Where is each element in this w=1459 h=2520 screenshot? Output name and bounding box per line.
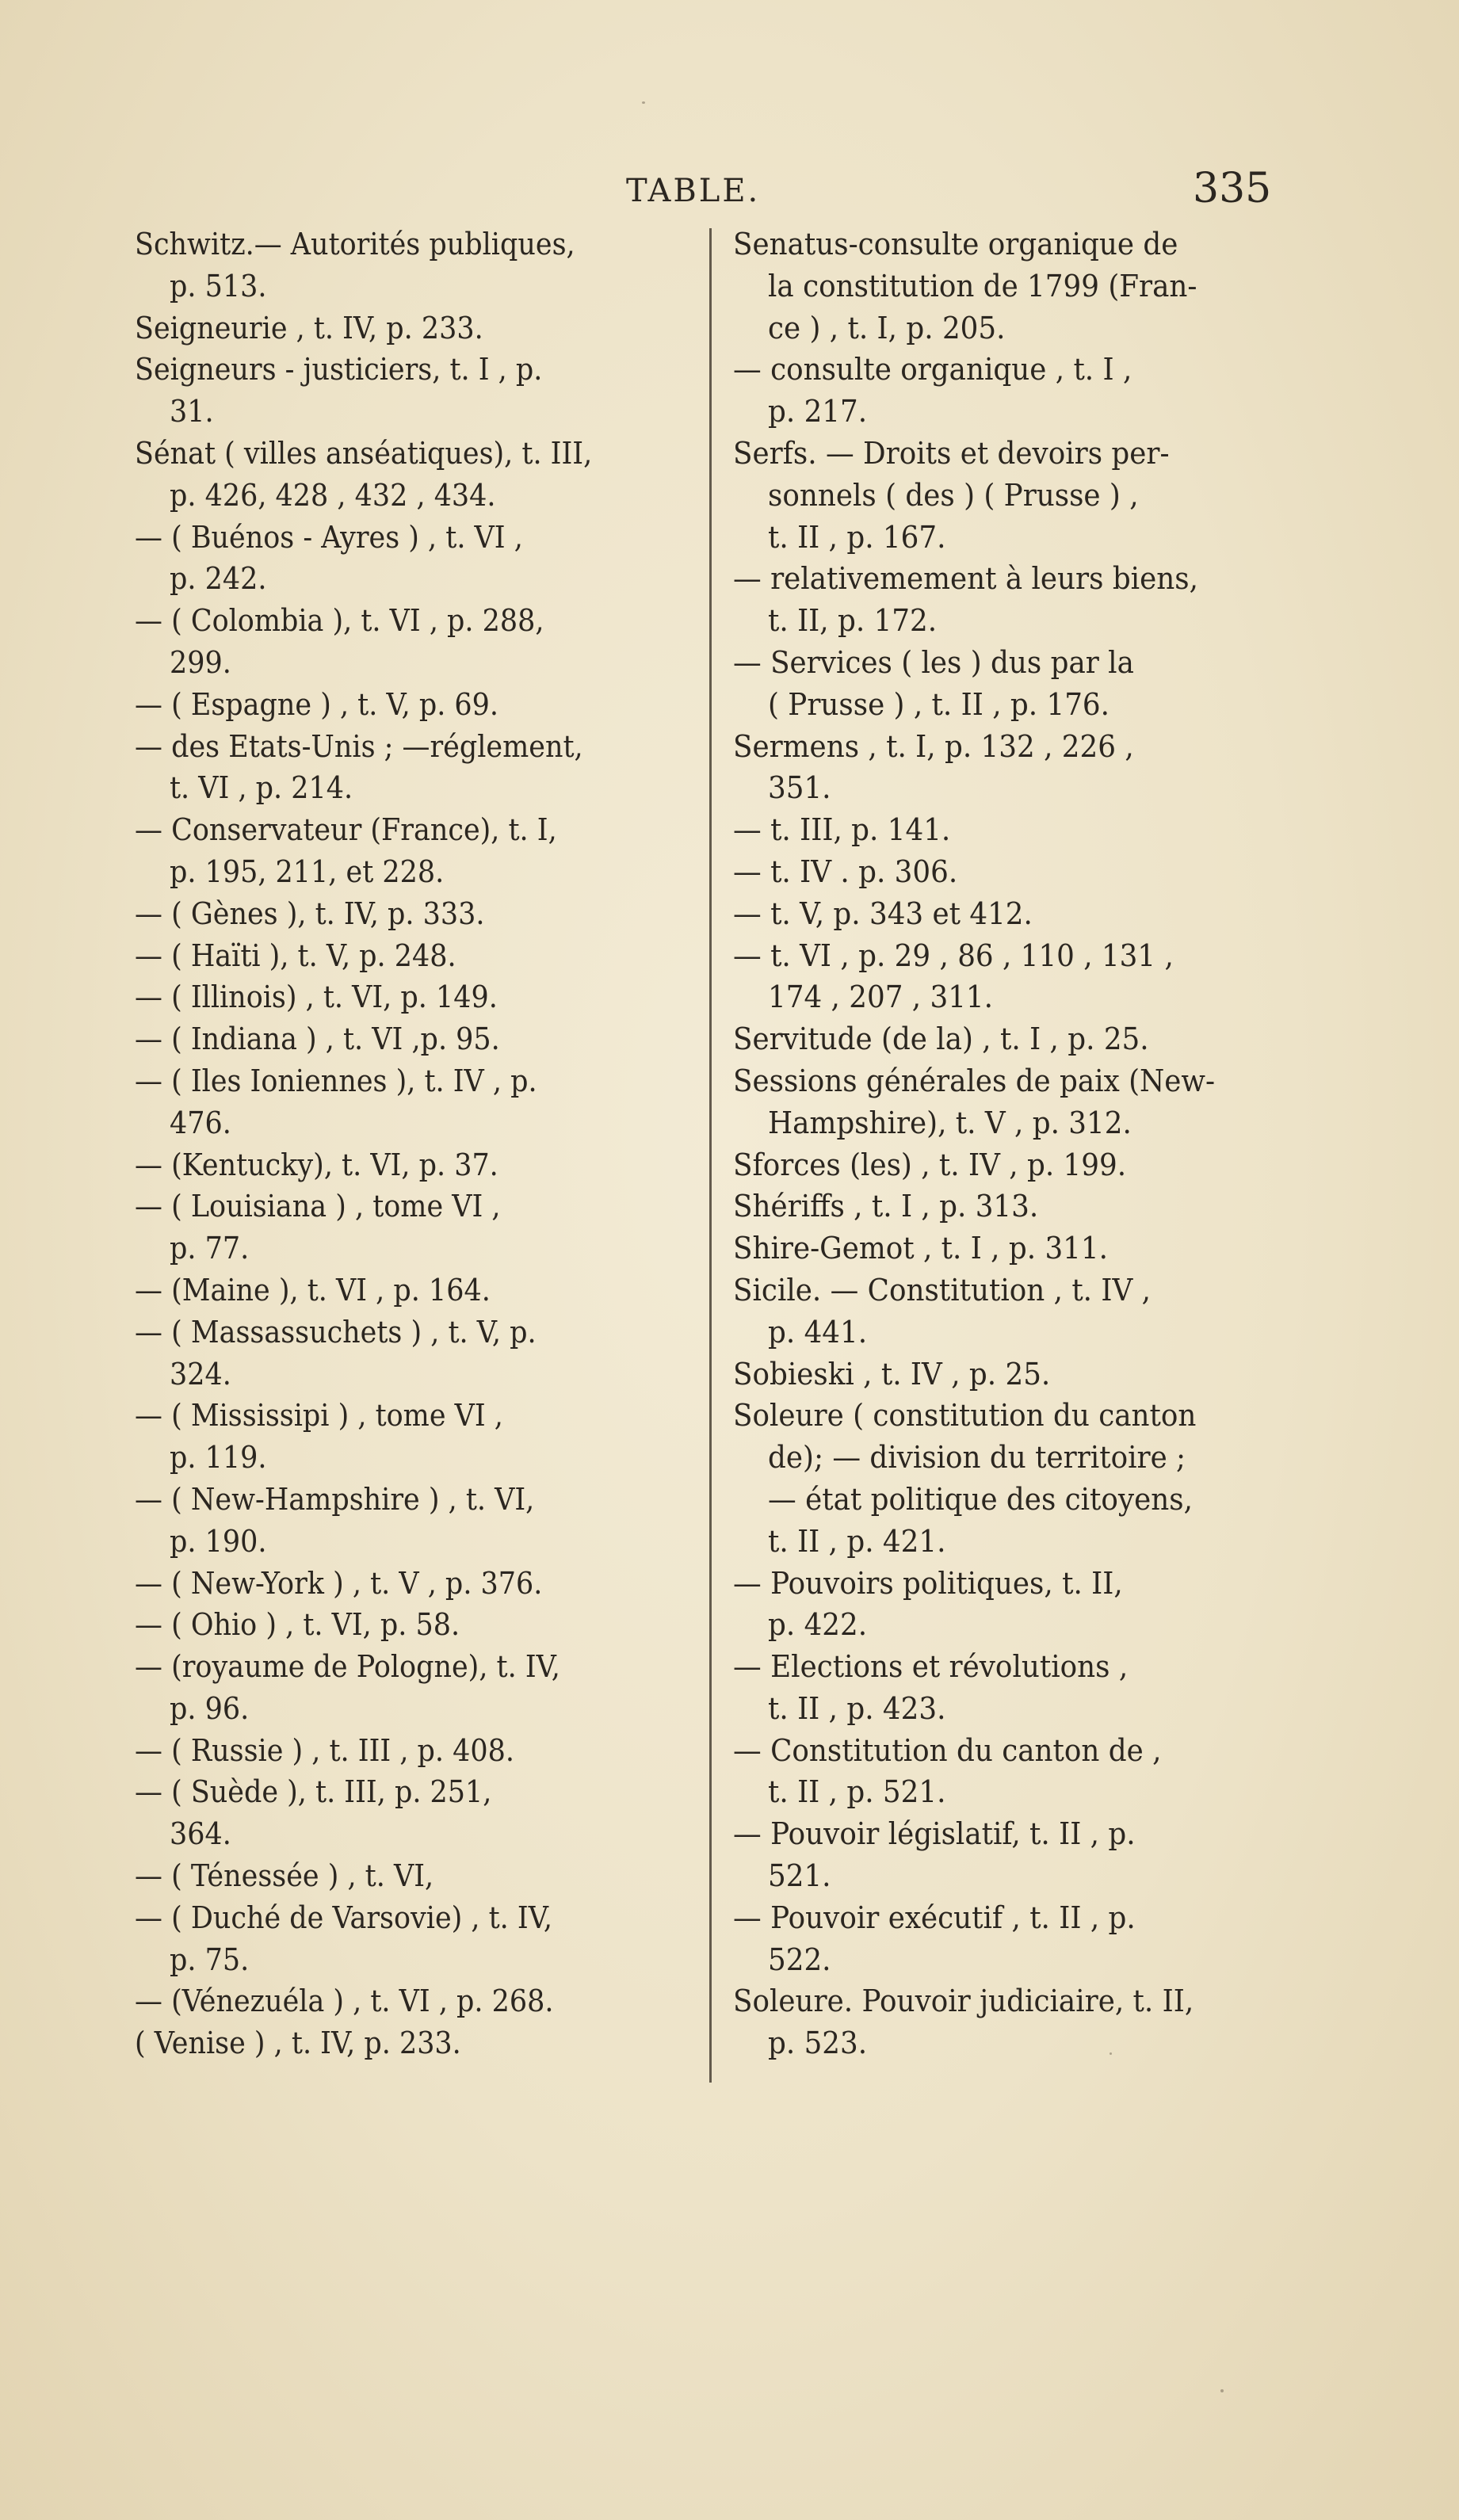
index-entry-text: p. 195, 211, et 228.	[170, 853, 445, 889]
index-entry-text: Soleure ( constitution du canton	[733, 1398, 1197, 1434]
index-entry-text: — ( Buénos - Ayres ) , t. VI ,	[135, 519, 523, 555]
left-column-line	[135, 1312, 689, 1354]
index-entry-text: — ( Russie ) , t. III , p. 408.	[135, 1732, 515, 1768]
right-column-line	[733, 1228, 1288, 1270]
left-column-line	[135, 517, 689, 559]
index-entry-text: — ( New-York ) , t. V , p. 376.	[135, 1565, 543, 1601]
left-column-line	[135, 475, 689, 517]
index-entry-text: — Conservateur (France), t. I,	[135, 812, 557, 848]
index-entry-text: — Services ( les ) dus par la	[733, 644, 1134, 680]
index-entry-text: t. II , p. 421.	[768, 1523, 946, 1559]
right-column-line	[733, 935, 1288, 977]
right-column-line	[733, 1730, 1288, 1772]
index-entry-text: Sforces (les) , t. IV , p. 199.	[733, 1147, 1127, 1182]
index-entry-text: — relativemement à leurs biens,	[733, 561, 1198, 597]
index-entry-text: — ( Haïti ), t. V, p. 248.	[135, 937, 456, 973]
index-entry-text: Seigneurs - justiciers, t. I , p.	[135, 352, 543, 388]
running-head: TABLE.	[626, 173, 761, 209]
index-entry-text: Sénat ( villes anséatiques), t. III,	[135, 435, 593, 471]
left-column-line	[135, 809, 689, 851]
index-entry-text: ( Venise ) , t. IV, p. 233.	[135, 2026, 461, 2061]
index-entry-text: Schwitz.— Autorités publiques,	[135, 227, 575, 262]
index-entry-text: Serfs. — Droits et devoirs per-	[733, 435, 1170, 471]
index-entry-text: p. 523.	[768, 2026, 868, 2061]
index-entry-text: t. II , p. 521.	[768, 1774, 946, 1810]
index-entry-text: — ( New-Hampshire ) , t. VI,	[135, 1481, 535, 1517]
left-column-line	[135, 1354, 689, 1396]
index-entry-text: — Pouvoir législatif, t. II , p.	[733, 1816, 1136, 1852]
paper-speck	[1220, 2389, 1224, 2392]
right-column-line	[733, 600, 1288, 642]
right-column-line	[733, 1060, 1288, 1102]
left-column-line	[135, 349, 689, 391]
index-entry-text: Shire-Gemot , t. I , p. 311.	[733, 1231, 1108, 1266]
index-entry-text: p. 242.	[170, 561, 267, 597]
index-entry-text: — ( Louisiana ) , tome VI ,	[135, 1189, 501, 1224]
index-entry-text: Servitude (de la) , t. I , p. 25.	[733, 1021, 1149, 1057]
left-column-line	[135, 726, 689, 768]
index-entry-text: 174 , 207 , 311.	[768, 979, 994, 1015]
index-entry-text: — ( Ohio ) , t. VI, p. 58.	[135, 1607, 460, 1643]
index-entry-text: Sicile. — Constitution , t. IV ,	[733, 1272, 1152, 1308]
index-entry-text: — ( Iles Ioniennes ), t. IV , p.	[135, 1063, 537, 1098]
index-entry-text: ce ) , t. I, p. 205.	[768, 310, 1006, 346]
index-entry-text: — ( Espagne ) , t. V, p. 69.	[135, 686, 499, 722]
index-entry-text: p. 119.	[170, 1440, 267, 1476]
index-entry-text: p. 441.	[768, 1314, 868, 1350]
index-entry-text: t. II, p. 172.	[768, 603, 938, 639]
index-entry-text: 364.	[170, 1816, 231, 1852]
right-column-line	[733, 1855, 1288, 1897]
index-entry-text: Soleure. Pouvoir judiciaire, t. II,	[733, 1984, 1194, 2019]
index-entry-text: ( Prusse ) , t. II , p. 176.	[768, 686, 1110, 722]
right-column-line	[733, 1646, 1288, 1688]
right-column-line	[733, 684, 1288, 726]
index-entry-text: t. II , p. 423.	[768, 1690, 946, 1726]
left-column-line	[135, 642, 689, 684]
left-column-line	[135, 976, 689, 1018]
index-entry-text: Sermens , t. I, p. 132 , 226 ,	[733, 728, 1134, 764]
index-entry-text: Senatus-consulte organique de	[733, 227, 1178, 262]
index-entry-text: — ( Mississipi ) , tome VI ,	[135, 1398, 503, 1434]
index-entry-text: — ( Indiana ) , t. VI ,p. 95.	[135, 1021, 500, 1057]
index-entry-text: 522.	[768, 1942, 831, 1977]
right-column-line	[733, 1563, 1288, 1605]
right-column-line	[733, 1604, 1288, 1646]
left-column-line	[135, 684, 689, 726]
index-entry-text: Hampshire), t. V , p. 312.	[768, 1105, 1132, 1140]
right-column-line	[733, 1521, 1288, 1563]
right-column-line	[733, 1144, 1288, 1186]
page-header	[0, 158, 1459, 222]
index-entry-text: — ( Suède ), t. III, p. 251,	[135, 1774, 492, 1810]
index-entry-text: p. 77.	[170, 1231, 250, 1266]
index-entry-text: — ( Colombia ), t. VI , p. 288,	[135, 603, 544, 639]
right-column-line	[733, 1897, 1288, 1939]
right-column-line	[733, 976, 1288, 1018]
right-column-line	[733, 517, 1288, 559]
left-column-line	[135, 1855, 689, 1897]
index-entry-text: — ( Gènes ), t. IV, p. 333.	[135, 895, 485, 931]
left-column-line	[135, 433, 689, 475]
index-entry-text: de); — division du territoire ;	[768, 1440, 1186, 1476]
left-column	[135, 223, 689, 2064]
left-column-line	[135, 1270, 689, 1312]
index-entry-text: — (Kentucky), t. VI, p. 37.	[135, 1147, 498, 1182]
index-entry-text: 351.	[768, 770, 831, 806]
index-entry-text: — ( Duché de Varsovie) , t. IV,	[135, 1900, 552, 1935]
index-entry-text: Seigneurie , t. IV, p. 233.	[135, 310, 483, 346]
index-entry-text: 324.	[170, 1356, 231, 1392]
index-entry-text: p. 190.	[170, 1523, 267, 1559]
index-entry-text: Sobieski , t. IV , p. 25.	[733, 1356, 1051, 1392]
left-column-line	[135, 1771, 689, 1813]
right-column-line	[733, 1186, 1288, 1228]
right-column-line	[733, 1395, 1288, 1437]
index-entry-text: — des Etats-Unis ; —réglement,	[135, 728, 583, 764]
index-entry-text: — t. VI , p. 29 , 86 , 110 , 131 ,	[733, 937, 1174, 973]
right-column-line	[733, 391, 1288, 433]
index-entry-text: — (Maine ), t. VI , p. 164.	[135, 1272, 491, 1308]
right-column-line	[733, 307, 1288, 349]
left-column-line	[135, 1521, 689, 1563]
left-column-line	[135, 2022, 689, 2064]
index-entry-text: p. 513.	[170, 268, 267, 304]
paper-speck	[642, 101, 645, 104]
index-entry-text: 476.	[170, 1105, 231, 1140]
left-column-line	[135, 1144, 689, 1186]
index-entry-text: 521.	[768, 1858, 831, 1894]
right-column-line	[733, 642, 1288, 684]
right-column-line	[733, 475, 1288, 517]
right-column-line	[733, 1270, 1288, 1312]
index-entry-text: p. 96.	[170, 1690, 250, 1726]
left-column-line	[135, 1437, 689, 1479]
right-column-line	[733, 433, 1288, 475]
index-entry-text: — (royaume de Pologne), t. IV,	[135, 1649, 560, 1685]
index-entry-text: — t. V, p. 343 et 412.	[733, 895, 1033, 931]
left-column-line	[135, 307, 689, 349]
right-column-line	[733, 893, 1288, 935]
left-column-line	[135, 1018, 689, 1060]
left-column-line	[135, 935, 689, 977]
left-column-line	[135, 223, 689, 265]
right-column-line	[733, 1688, 1288, 1730]
right-column-line	[733, 1980, 1288, 2022]
right-column-line	[733, 1354, 1288, 1396]
left-column-line	[135, 1060, 689, 1102]
right-column-line	[733, 809, 1288, 851]
right-column-line	[733, 2022, 1288, 2064]
index-entry-text: — ( Illinois) , t. VI, p. 149.	[135, 979, 498, 1015]
right-column-line	[733, 349, 1288, 391]
right-column-line	[733, 223, 1288, 265]
index-entry-text: — Elections et révolutions ,	[733, 1649, 1129, 1685]
left-column-line	[135, 1688, 689, 1730]
left-column-line	[135, 893, 689, 935]
right-column-line	[733, 1939, 1288, 1981]
page-number: 335	[1193, 165, 1272, 212]
index-entry-text: — consulte organique , t. I ,	[733, 352, 1132, 388]
left-column-line	[135, 851, 689, 893]
index-entry-text: Shériffs , t. I , p. 313.	[733, 1189, 1039, 1224]
right-column-line	[733, 767, 1288, 809]
index-entry-text: — ( Ténessée ) , t. VI,	[135, 1858, 434, 1894]
left-column-line	[135, 1186, 689, 1228]
index-entry-text: 299.	[170, 644, 231, 680]
right-column-line	[733, 1437, 1288, 1479]
left-column-line	[135, 1563, 689, 1605]
right-column-line	[733, 265, 1288, 307]
right-column-line	[733, 558, 1288, 600]
index-entry-text: — Pouvoir exécutif , t. II , p.	[733, 1900, 1136, 1935]
index-entry-text: — (Vénezuéla ) , t. VI , p. 268.	[135, 1984, 554, 2019]
paper-speck	[1110, 2052, 1112, 2055]
index-entry-text: p. 422.	[768, 1607, 868, 1643]
index-entry-text: — t. IV . p. 306.	[733, 853, 958, 889]
index-entry-text: — Constitution du canton de ,	[733, 1732, 1162, 1768]
right-column-line	[733, 851, 1288, 893]
right-column-line	[733, 1102, 1288, 1144]
left-column-line	[135, 1646, 689, 1688]
index-entry-text: sonnels ( des ) ( Prusse ) ,	[768, 477, 1139, 513]
right-column-line	[733, 1018, 1288, 1060]
left-column-line	[135, 1730, 689, 1772]
index-entry-text: p. 217.	[768, 394, 868, 430]
index-entry-text: — t. III, p. 141.	[733, 812, 951, 848]
right-column-line	[733, 1813, 1288, 1855]
left-column-line	[135, 1897, 689, 1939]
right-column-line	[733, 1771, 1288, 1813]
left-column-line	[135, 767, 689, 809]
column-divider	[709, 228, 712, 2083]
index-entry-text: 31.	[170, 394, 214, 430]
left-column-line	[135, 265, 689, 307]
right-column-line	[733, 1312, 1288, 1354]
index-entry-text: — Pouvoirs politiques, t. II,	[733, 1565, 1123, 1601]
left-column-line	[135, 391, 689, 433]
index-entry-text: Sessions générales de paix (New-	[733, 1063, 1216, 1098]
left-column-line	[135, 1980, 689, 2022]
left-column-line	[135, 1395, 689, 1437]
right-column-line	[733, 1479, 1288, 1521]
index-entry-text: p. 426, 428 , 432 , 434.	[170, 477, 496, 513]
left-column-line	[135, 558, 689, 600]
index-entry-text: — ( Massassuchets ) , t. V, p.	[135, 1314, 537, 1350]
right-column	[733, 223, 1288, 2064]
index-entry-text: — état politique des citoyens,	[768, 1481, 1193, 1517]
index-entry-text: t. II , p. 167.	[768, 519, 946, 555]
right-column-line	[733, 726, 1288, 768]
left-column-line	[135, 1228, 689, 1270]
left-column-line	[135, 1939, 689, 1981]
left-column-line	[135, 1479, 689, 1521]
index-entry-text: t. VI , p. 214.	[170, 770, 353, 806]
left-column-line	[135, 1604, 689, 1646]
index-entry-text: la constitution de 1799 (Fran-	[768, 268, 1197, 304]
left-column-line	[135, 1813, 689, 1855]
index-entry-text: p. 75.	[170, 1942, 250, 1977]
left-column-line	[135, 1102, 689, 1144]
left-column-line	[135, 600, 689, 642]
